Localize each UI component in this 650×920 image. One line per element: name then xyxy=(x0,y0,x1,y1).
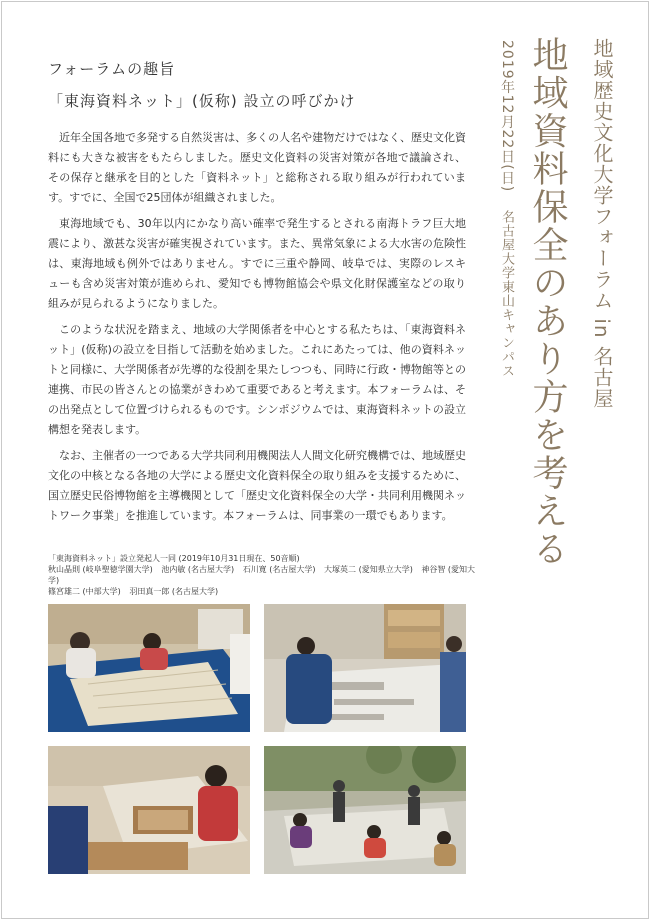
event-venue: 名古屋大学東山キャンパス xyxy=(499,210,514,378)
founding-members xyxy=(48,553,488,597)
members-row-2 xyxy=(48,586,488,597)
photo-sorting-room xyxy=(48,604,250,732)
forum-series-title: 地域歴史文化大学フォーラム in 名古屋 xyxy=(590,38,614,409)
member-name: 石川寛 (名古屋大学) xyxy=(242,565,316,574)
member-name: 羽田真一郎 (名古屋大学) xyxy=(129,587,219,596)
photo-sorting-room-image xyxy=(48,604,250,732)
paragraph-3: このような状況を踏まえ、地域の大学関係者を中心とする私たちは、「東海資料ネット」(仮称)の設立を目指して活動を始めました。これにあたっては、他の資料ネットと同様に、大学関係者が先導的な役割を果たしつつも、同時に行政・博物館等との連携、市民の皆さんとの協業がきわめて重要であると考えます。本フォーラムは、その出発点として位置づけられるものです。シンポジウムでは、東海資料ネットの設立構想を発表します。 xyxy=(48,323,466,436)
photo-drying-image xyxy=(48,746,250,874)
event-date: 2019年12月22日(日) xyxy=(499,40,515,193)
member-name: 神谷智 (愛知大学) xyxy=(48,565,476,585)
forum-main-title: 地域資料保全のあり方を考える xyxy=(527,36,568,568)
section-subtitle: フォーラムの趣旨 xyxy=(48,60,176,78)
photo-outdoor-rescue-image xyxy=(264,746,466,874)
photo-outdoor-rescue xyxy=(264,746,466,874)
paragraph-1: 近年全国各地で多発する自然災害は、多くの人名や建物だけではなく、歴史文化資料にも大きな被害をもたらしました。歴史文化資料の災害対策が各地で議論され、その保存と継承を目的とした「資料ネット」と総称される取り組みが行われています。すでに、全国で25団体が組織されました。 xyxy=(48,131,466,204)
paragraph-2: 東海地域でも、30年以内にかなり高い確率で発生するとされる南海トラフ巨大地震により、激甚な災害が確実視されています。また、異常気象による大水害の危険性は、東海地域も例外ではありません。すでに三重や静岡、岐阜では、実際のレスキューも含め災害対策が進められ、愛知でも博物館協会や県文化財保護室などの取り組みが見られるようになりました。 xyxy=(48,217,466,310)
member-name: 大塚英二 (愛知県立大学) xyxy=(324,565,413,574)
section-title: 「東海資料ネット」(仮称) 設立の呼びかけ xyxy=(48,92,356,110)
paragraph-4: なお、主催者の一つである大学共同利用機関法人人間文化研究機構では、地域歴史文化の中核となる各地の大学による歴史文化資料保全の取り組みを支援するために、国立歴史民俗博物館を主導機関として「歴史文化資料保全の大学・共同利用機関ネットワーク事業」を推進しています。本フォーラムは、同事業の一環でもあります。 xyxy=(48,449,466,522)
member-name: 篠宮雄二 (中部大学) xyxy=(48,587,121,596)
member-name: 池内敏 (名古屋大学) xyxy=(161,565,235,574)
body-text xyxy=(48,128,466,532)
photo-workshop xyxy=(264,604,466,732)
photo-workshop-image xyxy=(264,604,466,732)
member-name: 秋山晶則 (岐阜聖徳学園大学) xyxy=(48,565,153,574)
members-heading: 「東海資料ネット」設立発起人一同 (2019年10月31日現在、50音順) xyxy=(48,554,300,563)
photo-drying xyxy=(48,746,250,874)
members-row-1 xyxy=(48,564,488,586)
